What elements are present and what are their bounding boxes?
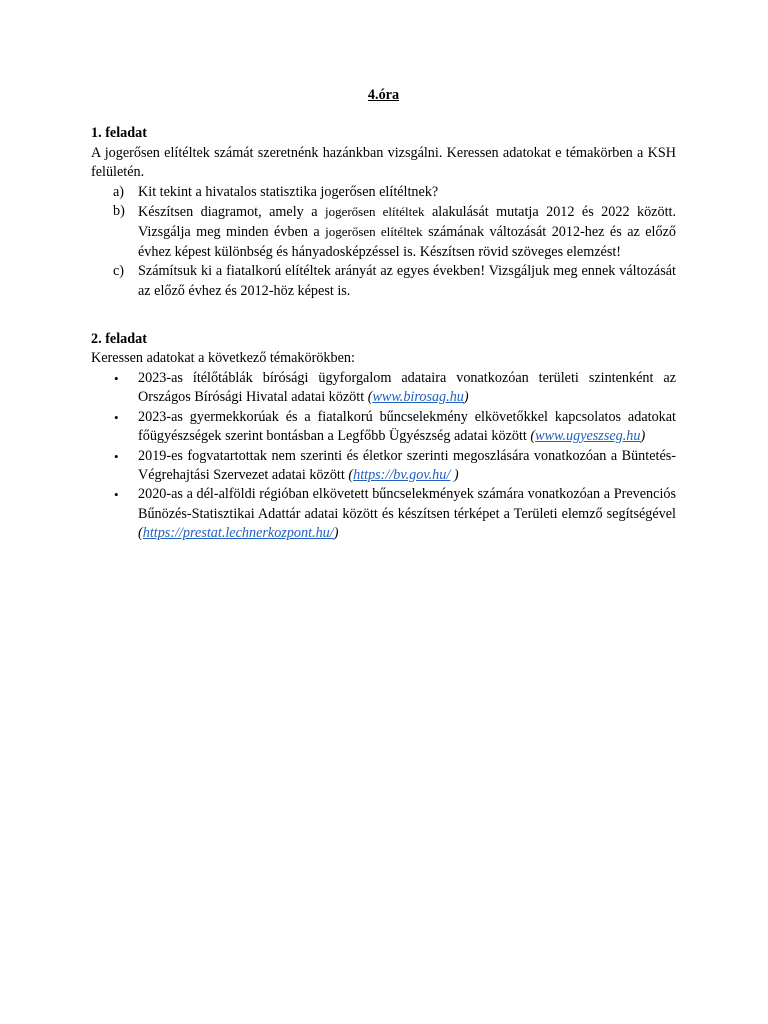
- task-1-item-b-text-1: Készítsen diagramot, amely a: [138, 204, 325, 221]
- close-paren: ): [333, 525, 339, 542]
- bullet-icon: •: [114, 487, 119, 503]
- ugyeszseg-link[interactable]: www.ugyeszseg.hu: [535, 428, 641, 445]
- task-1-heading: 1. feladat: [91, 125, 147, 142]
- prestat-link[interactable]: https://prestat.lechnerkozpont.hu/: [142, 525, 334, 542]
- open-paren: (: [138, 525, 143, 542]
- birosag-link[interactable]: www.birosag.hu: [372, 389, 464, 406]
- task-2-heading: 2. feladat: [91, 331, 147, 348]
- document-title: 4.óra: [367, 87, 400, 103]
- task-2-item-3-text: 2019-es fogvatartottak nem szerinti és életkor szerinti megoszlására vonatkozóan a Büntetés-Végrehajtási Szervezet adatai között: [138, 447, 676, 483]
- task-2-item-2: [91, 408, 676, 447]
- section-spacer: [91, 320, 676, 330]
- task-1-intro: A jogerősen elítéltek számát szeretnénk hazánkban vizsgálni. Keressen adatokat e témakörben a KSH felületén.: [91, 144, 676, 181]
- open-paren: (: [367, 389, 373, 406]
- task-1-item-b-text-3: számának változását 2012-hez és az előző évhez képest különbség és hányadosképzéssel is. Készítsen rövid szöveges elemzést!: [138, 224, 676, 260]
- open-paren: (: [348, 466, 354, 483]
- bv-gov-link[interactable]: https://bv.gov.hu/: [353, 466, 451, 483]
- close-paren: ): [640, 428, 646, 445]
- task-1-item-c: [91, 262, 676, 301]
- close-paren: ): [463, 389, 469, 406]
- bullet-icon: •: [114, 409, 119, 425]
- task-1-item-b-text-2: alakulását mutatja 2012 és 2022 között. Vizsgálja meg minden évben a: [138, 204, 676, 241]
- task-1-list: [91, 183, 676, 301]
- open-paren: (: [530, 428, 536, 445]
- task-2-item-1-text: 2023-as ítélőtáblák bírósági ügyforgalom adataira vonatkozóan területi szintenként az Országos Bírósági Hivatal adatai között: [138, 369, 676, 406]
- close-paren: ): [450, 466, 459, 483]
- list-marker: c): [113, 263, 125, 280]
- task-2-intro: Keressen adatokat a következő témakörökben:: [91, 350, 355, 367]
- bullet-icon: •: [114, 448, 119, 464]
- task-2-item-4: [91, 485, 676, 543]
- task-1-item-a: [91, 183, 676, 202]
- task-1-item-b-term-2: jogerősen elítéltek: [325, 224, 423, 240]
- task-1-section: [91, 124, 676, 301]
- list-marker: a): [113, 183, 125, 200]
- task-2-section: [91, 330, 676, 543]
- task-1-item-b-term-1: jogerősen elítéltek: [324, 204, 425, 220]
- task-2-list: [91, 369, 676, 544]
- task-1-item-b: [91, 202, 676, 262]
- document-page: [91, 86, 676, 544]
- bullet-icon: •: [114, 370, 119, 386]
- task-1-item-c-text: Számítsuk ki a fiatalkorú elítéltek arányát az egyes években! Vizsgáljuk meg ennek változását az előző évhez és 2012-höz képest is.: [138, 263, 676, 299]
- task-2-item-2-text: 2023-as gyermekkorúak és a fiatalkorú bűncselekmény elkövetőkkel kapcsolatos adatokat főügyészségek szerint bontásban a Legfőbb Ügyészség adatai között: [138, 408, 676, 445]
- task-2-item-4-text: 2020-as a dél-alföldi régióban elkövetett bűncselekmények számára vonatkozóan a Prevenciós Bűnözés-Statisztikai Adattár adatai között és készítsen térképet a Területi elemző segítségével: [138, 486, 676, 522]
- task-1-item-a-text: Kit tekint a hivatalos statisztika jogerősen elítéltnek?: [138, 183, 439, 200]
- task-2-item-3: [91, 447, 676, 486]
- list-marker: b): [113, 203, 125, 220]
- task-2-item-1: [91, 369, 676, 408]
- section-spacer: [91, 301, 676, 320]
